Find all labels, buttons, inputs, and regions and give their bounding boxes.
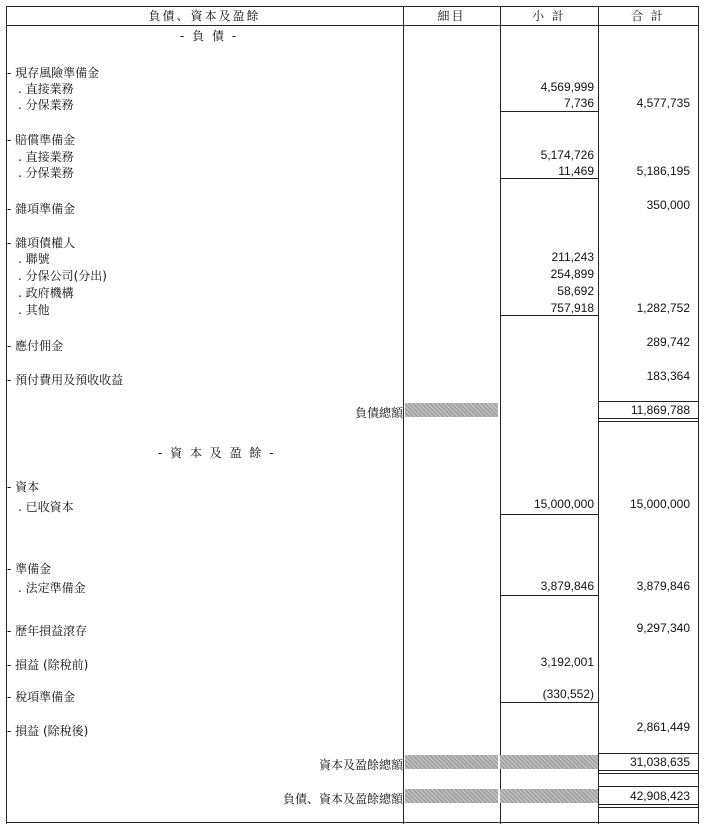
shaded-cell	[500, 755, 598, 769]
subtotal-rule	[500, 111, 598, 112]
row-label: - 賠償準備金	[7, 133, 76, 147]
row-label: . 已收資本	[18, 500, 74, 514]
total-double-rule	[598, 773, 698, 774]
row-label: . 分保業務	[18, 98, 74, 112]
subtotal-value: 4,569,999	[540, 80, 594, 94]
subtotal-value: 211,243	[551, 250, 594, 264]
total-value: 3,879,846	[636, 579, 690, 593]
shaded-cell	[405, 403, 498, 417]
subtotal-value: 15,000,000	[533, 497, 594, 511]
subtotal-value: 11,469	[558, 164, 594, 178]
row-label: . 其他	[18, 303, 50, 317]
row-label: - 準備金	[7, 562, 52, 576]
subtotal-value: (330,552)	[542, 687, 594, 701]
col-border-total	[598, 6, 599, 824]
total-double-rule	[598, 770, 698, 771]
header-bottom-border	[6, 25, 698, 26]
total-value: 5,186,195	[636, 164, 690, 178]
shaded-cell	[405, 789, 498, 803]
subtotal-rule	[500, 178, 598, 179]
row-label: . 聯號	[18, 252, 50, 266]
row-label: . 直接業務	[18, 82, 74, 96]
subtotal-value: 58,692	[557, 284, 594, 298]
header-total: 合 計	[631, 9, 665, 23]
header-description: 負債、資本及盈餘	[148, 9, 261, 23]
liabilities-total-value: 11,869,788	[630, 403, 690, 417]
row-label: - 應付佣金	[7, 339, 64, 353]
row-label: . 直接業務	[18, 150, 74, 164]
subtotal-rule	[500, 315, 598, 316]
row-label: - 稅項準備金	[7, 690, 76, 704]
row-label: - 資本	[7, 480, 40, 494]
row-label: - 雜項準備金	[7, 202, 76, 216]
grand-total-label: 負債、資本及盈餘總額	[282, 792, 403, 806]
total-value: 15,000,000	[629, 497, 690, 511]
row-label: - 雜項債權人	[7, 236, 76, 250]
col-border-detail	[403, 6, 404, 824]
row-label: - 預付費用及預收收益	[7, 373, 124, 387]
row-label: - 歷年損益滾存	[7, 624, 88, 638]
capital-total-label: 資本及盈餘總額	[318, 758, 403, 772]
subtotal-value: 757,918	[550, 301, 594, 315]
col-border-right	[698, 6, 699, 824]
subtotal-value: 3,879,846	[540, 579, 594, 593]
total-double-rule	[598, 418, 698, 419]
row-label: . 分保業務	[18, 166, 74, 180]
subtotal-value: 254,899	[550, 267, 594, 281]
subtotal-rule	[500, 702, 598, 703]
grand-total-value: 42,908,423	[629, 789, 690, 803]
total-rule	[598, 753, 698, 754]
header-detail: 細目	[437, 9, 466, 23]
total-rule	[598, 401, 698, 402]
subtotal-value: 3,192,001	[540, 655, 594, 669]
total-value: 4,577,735	[636, 96, 690, 110]
section-liabilities: - 負 債 -	[180, 29, 239, 43]
row-label: - 損益 (除稅前)	[7, 658, 89, 672]
total-value: 2,861,449	[636, 720, 690, 734]
shaded-cell	[500, 789, 598, 803]
total-double-rule	[598, 804, 698, 805]
section-capital: - 資 本 及 盈 餘 -	[158, 446, 276, 460]
row-label: . 分保公司(分出)	[18, 269, 107, 283]
row-label: . 法定準備金	[18, 581, 86, 595]
total-double-rule	[598, 807, 698, 808]
row-label: - 損益 (除稅後)	[7, 724, 89, 738]
total-value: 1,282,752	[636, 301, 690, 315]
total-double-rule	[598, 421, 698, 422]
subtotal-value: 5,174,726	[540, 148, 594, 162]
total-rule	[598, 786, 698, 787]
liabilities-total-label: 負債總額	[354, 406, 403, 420]
shaded-cell	[405, 755, 498, 769]
total-value: 350,000	[646, 198, 690, 212]
subtotal-value: 7,736	[563, 96, 594, 110]
capital-total-value: 31,038,635	[629, 755, 690, 769]
row-label: - 現存風險準備金	[7, 66, 100, 80]
header-subtotal: 小 計	[532, 9, 566, 23]
subtotal-rule	[500, 514, 598, 515]
total-value: 183,364	[646, 369, 690, 383]
total-value: 9,297,340	[636, 621, 690, 635]
table-bottom-border	[6, 822, 698, 823]
total-value: 289,742	[646, 335, 690, 349]
subtotal-rule	[500, 595, 598, 596]
row-label: . 政府機構	[18, 286, 74, 300]
